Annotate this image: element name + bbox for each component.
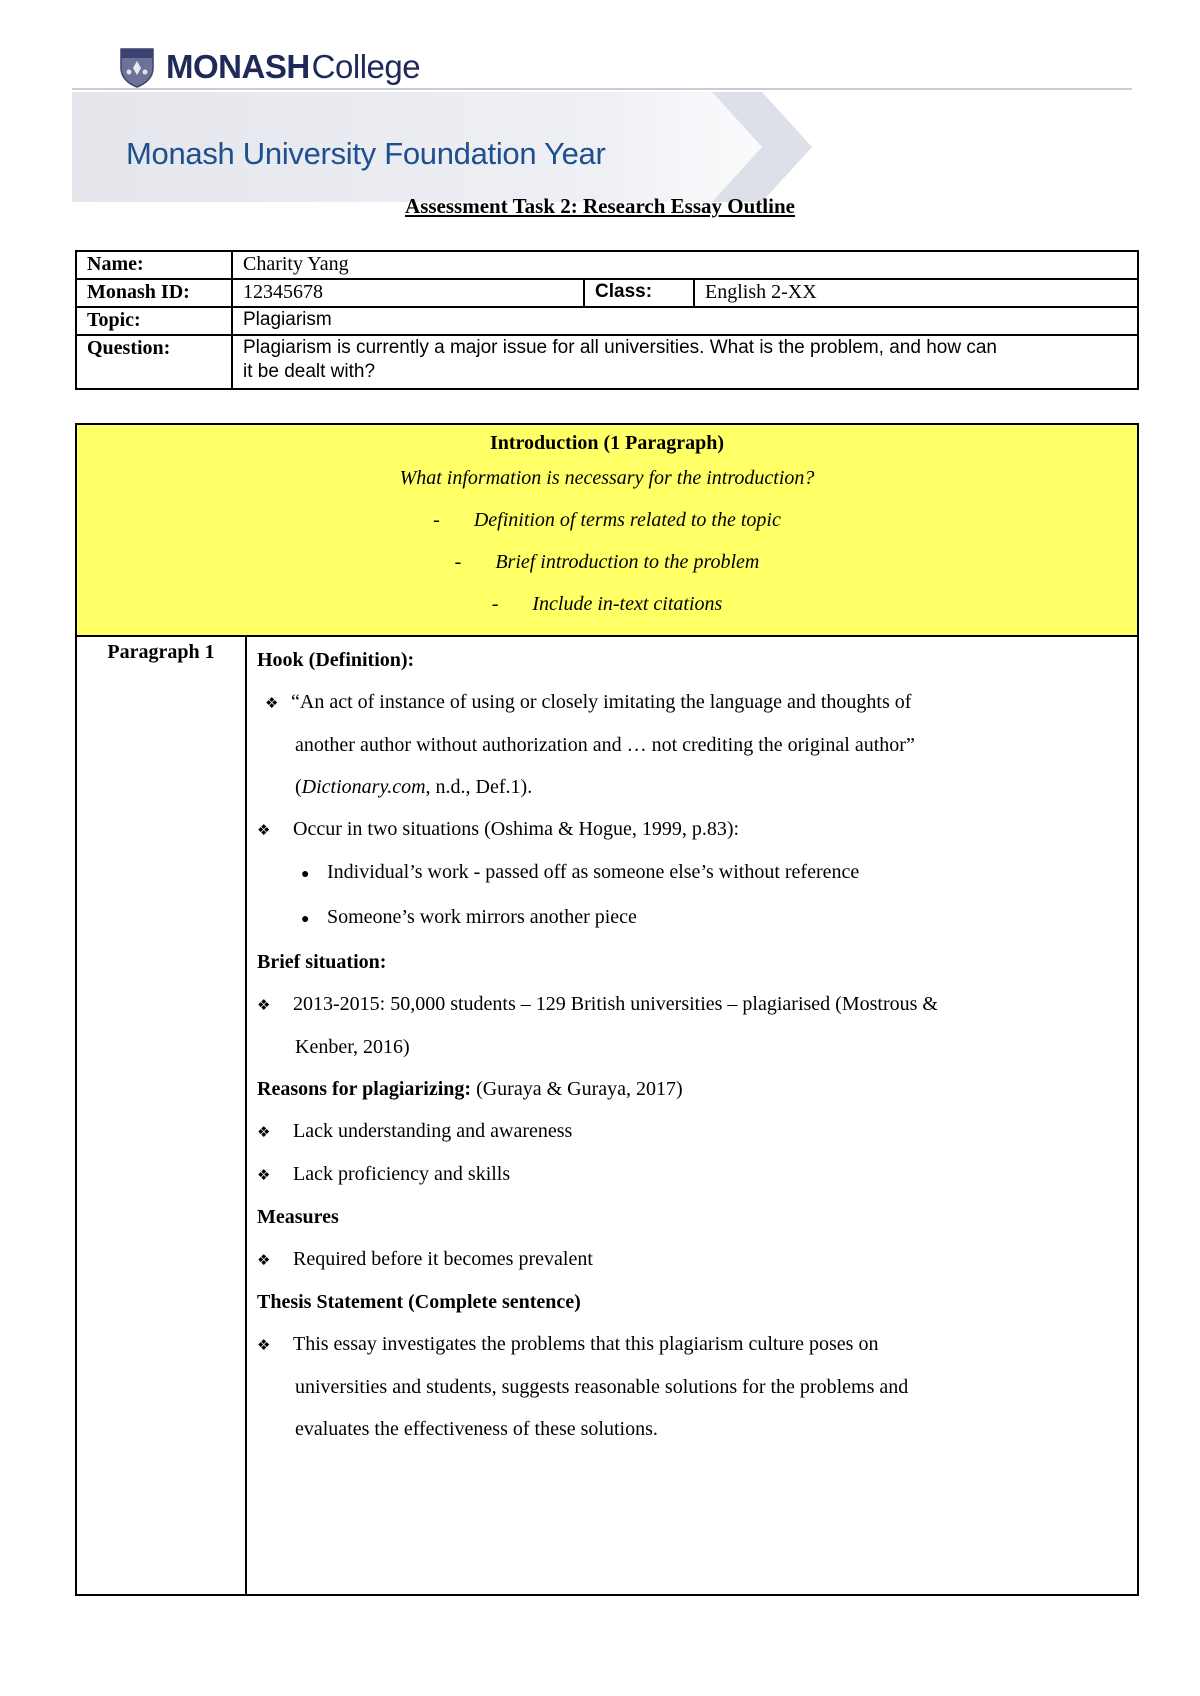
class-value: English 2-XX	[694, 279, 1138, 307]
list-item: ❖ Occur in two situations (Oshima & Hogue, 1999, p.83):	[257, 808, 1127, 851]
bullet-dot-icon: ●	[301, 867, 310, 882]
table-row	[76, 307, 1138, 335]
name-value: Charity Yang	[232, 251, 1138, 279]
thesis-statement-cont: evaluates the effectiveness of these solutions.	[295, 1418, 658, 1440]
thesis-heading: Thesis Statement (Complete sentence)	[257, 1291, 581, 1313]
hook-quote-cont: another author without authorization and … not crediting the original author”	[295, 734, 915, 756]
monash-id-label: Monash ID:	[76, 279, 232, 307]
hook-heading: Hook (Definition):	[257, 649, 415, 671]
paragraph-row	[76, 636, 1138, 1595]
brand-name: MONASH	[166, 48, 310, 85]
topic-value: Plagiarism	[232, 307, 1138, 335]
paragraph-content	[246, 636, 1138, 1595]
bullet-dot-icon: ●	[301, 912, 310, 927]
list-item-cont: Kenber, 2016)	[295, 1036, 410, 1058]
intro-heading: Introduction (1 Paragraph)	[489, 432, 725, 454]
reasons-heading: Reasons for plagiarizing: (Guraya & Guraya, 2017)	[257, 1078, 683, 1100]
diamond-bullet-icon: ❖	[257, 1336, 271, 1354]
logo	[118, 42, 420, 92]
diamond-bullet-icon: ❖	[257, 1166, 271, 1184]
intro-row	[76, 424, 1138, 636]
student-info-table	[75, 250, 1139, 390]
brand-subname: College	[311, 48, 421, 85]
university-crest-icon	[118, 46, 156, 88]
topic-label: Topic:	[76, 307, 232, 335]
diamond-bullet-icon: ❖	[257, 1251, 271, 1269]
list-item: ● Individual’s work - passed off as someone else’s without reference	[257, 851, 1127, 896]
intro-bullet: - Definition of terms related to the topic	[433, 509, 781, 531]
intro-bullet: - Brief introduction to the problem	[454, 551, 760, 573]
thesis-statement-cont: universities and students, suggests reasonable solutions for the problems and	[295, 1376, 909, 1398]
question-line: Plagiarism is currently a major issue for all universities. What is the problem, and how can	[243, 337, 997, 358]
list-item: ● Someone’s work mirrors another piece	[257, 896, 1127, 941]
intro-guidance	[76, 424, 1138, 636]
table-row	[76, 335, 1138, 389]
list-item: ❖ Lack proficiency and skills	[257, 1153, 1127, 1196]
diamond-bullet-icon: ❖	[257, 996, 271, 1014]
brief-heading: Brief situation:	[257, 951, 387, 973]
intro-question: What information is necessary for the introduction?	[399, 467, 815, 489]
diamond-bullet-icon: ❖	[257, 1123, 271, 1141]
question-line: it be dealt with?	[243, 361, 376, 382]
diamond-bullet-icon: ❖	[265, 694, 279, 712]
paragraph-label: Paragraph 1	[76, 636, 246, 1595]
diamond-bullet-icon: ❖	[257, 821, 271, 839]
page-title: Assessment Task 2: Research Essay Outline	[405, 194, 795, 218]
name-label: Name:	[76, 251, 232, 279]
monash-id-value: 12345678	[232, 279, 584, 307]
class-label: Class:	[584, 279, 694, 307]
table-row	[76, 251, 1138, 279]
question-label: Question:	[76, 335, 232, 389]
list-item: ❖ 2013-2015: 50,000 students – 129 British universities – plagiarised (Mostrous &	[257, 983, 1127, 1026]
list-item: ❖ Lack understanding and awareness	[257, 1110, 1127, 1153]
measures-heading: Measures	[257, 1206, 339, 1228]
hook-citation: (Dictionary.com, n.d., Def.1).	[295, 776, 533, 798]
header-divider	[72, 88, 1132, 90]
header-banner	[72, 36, 1132, 171]
question-value	[232, 335, 1138, 389]
thesis-statement: ❖ This essay investigates the problems that this plagiarism culture poses on	[257, 1323, 1127, 1366]
program-title: Monash University Foundation Year	[126, 136, 606, 171]
intro-bullet: - Include in-text citations	[491, 593, 723, 615]
table-row	[76, 279, 1138, 307]
list-item: ❖ Required before it becomes prevalent	[257, 1238, 1127, 1281]
essay-outline-table	[75, 423, 1139, 1596]
hook-quote: ❖ “An act of instance of using or closely imitating the language and thoughts of	[257, 681, 1127, 724]
